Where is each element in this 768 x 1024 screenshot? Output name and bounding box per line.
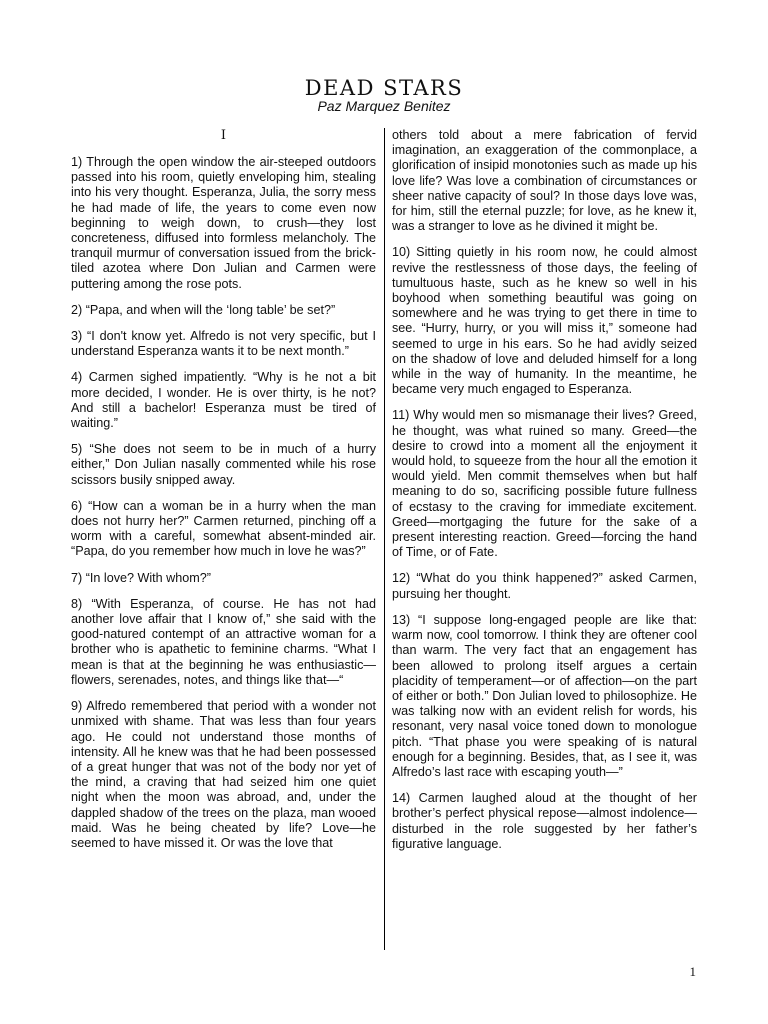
paragraph-11: 11) Why would men so mismanage their lives? Greed, he thought, was what ruined so many. Greed—the desire to crowd into a moment all the enjoyment it would hold, to squeeze from the hour all the emotion it would yield. Men commit themselves when but half meaning to do so, sacrificing possible future fullness of ecstasy to the craving for immediate excitement. Greed—mortgaging the future for the sake of a present interesting reaction. Greed—forcing the hand of Time, or of Fate. <box>392 408 697 560</box>
paragraph-10: 10) Sitting quietly in his room now, he could almost revive the restlessness of those days, the feeling of tumultuous haste, such as he knew so well in his boyhood when something beautiful was going on somewhere and he was trying to get there in time to see. “Hurry, hurry, or you will miss it,” someone had seemed to urge in his ears. So he had avidly seized on the shadow of love and deluded himself for a long while in the way of humanity. In the meantime, he became very much engaged to Esperanza. <box>392 245 697 397</box>
right-column <box>392 128 697 863</box>
section-number: I <box>220 128 227 143</box>
paragraph-7: 7) “In love? With whom?” <box>71 570 211 585</box>
paragraph-2: 2) “Papa, and when will the ‘long table’ be set?” <box>71 302 336 317</box>
column-divider <box>384 128 385 950</box>
paragraph-12: 12) “What do you think happened?” asked Carmen, pursuing her thought. <box>392 571 697 601</box>
paragraph-13: 13) “I suppose long-engaged people are like that: warm now, cool tomorrow. I think they are oftener cool than warm. The very fact that an engagement has been allowed to prolong itself argues a certain placidity of temperament—or of affection—on the part of either or both.” Don Julian loved to philosophize. He was talking now with an evident relish for words, his resonant, very nasal voice toned down to monologue pitch. “That phase you were speaking of is natural enough for a beginning. Besides, that, as I see it, was Alfredo’s last race with escaping youth—” <box>392 612 697 779</box>
paragraph-4: 4) Carmen sighed impatiently. “Why is he not a bit more decided, I wonder. He is over thirty, is he not? And still a bachelor! Esperanza must be tired of waiting.” <box>71 370 376 431</box>
paragraph-5: 5) “She does not seem to be in much of a hurry either,” Don Julian nasally commented while his rose scissors busily snipped away. <box>71 442 376 487</box>
paragraph-3: 3) “I don't know yet. Alfredo is not very specific, but I understand Esperanza wants it to be next month.” <box>71 329 376 359</box>
paragraph-8: 8) “With Esperanza, of course. He has not had another love affair that I know of,” she said with the good-natured contempt of an attractive woman for a brother who is apathetic to feminine charms. “What I mean is that at the beginning he was enthusiastic—flowers, serenades, notes, and things like that—“ <box>71 596 376 687</box>
paragraph-1: 1) Through the open window the air-steeped outdoors passed into his room, quietly enveloping him, stealing into his very thought. Esperanza, Julia, the sorry mess he had made of life, the years to come even now beginning to weigh down, to crush—they lost concreteness, diffused into formless melancholy. The tranquil murmur of conversation issued from the brick-tiled azotea where Don Julian and Carmen were puttering among the rose pots. <box>71 155 376 291</box>
paragraph-9: 9) Alfredo remembered that period with a wonder not unmixed with shame. That was less than four years ago. He could not understand those months of intensity. All he knew was that he had been possessed of a great hunger that was not of the body nor yet of the mind, a craving that had seized him one quiet night when the moon was abroad, and, under the dappled shadow of the trees on the plaza, man wooed maid. Was he being cheated by life? Love—he seemed to have missed it. Or was the love that <box>71 699 376 850</box>
page-number: 1 <box>689 964 696 979</box>
document-author: Paz Marquez Benitez <box>317 98 451 114</box>
left-column <box>71 128 376 862</box>
paragraph-9-continued: others told about a mere fabrication of fervid imagination, an exaggeration of the commonplace, a glorification of insipid monotonies such as made up his love life? Was love a combination of circumstances or sheer native capacity of soul? In those days love was, for him, still the eternal puzzle; for love, as he knew it, was a stranger to love as he divined it might be. <box>392 128 697 234</box>
paragraph-6: 6) “How can a woman be in a hurry when the man does not hurry her?” Carmen returned, pinching off a worm with a careful, somewhat absent-minded air. “Papa, do you remember how much in love he was?” <box>71 498 376 559</box>
paragraph-14: 14) Carmen laughed aloud at the thought of her brother’s perfect physical repose—almost indolence—disturbed in the role suggested by her father’s figurative language. <box>392 791 697 851</box>
document-title: DEAD STARS <box>304 76 464 100</box>
